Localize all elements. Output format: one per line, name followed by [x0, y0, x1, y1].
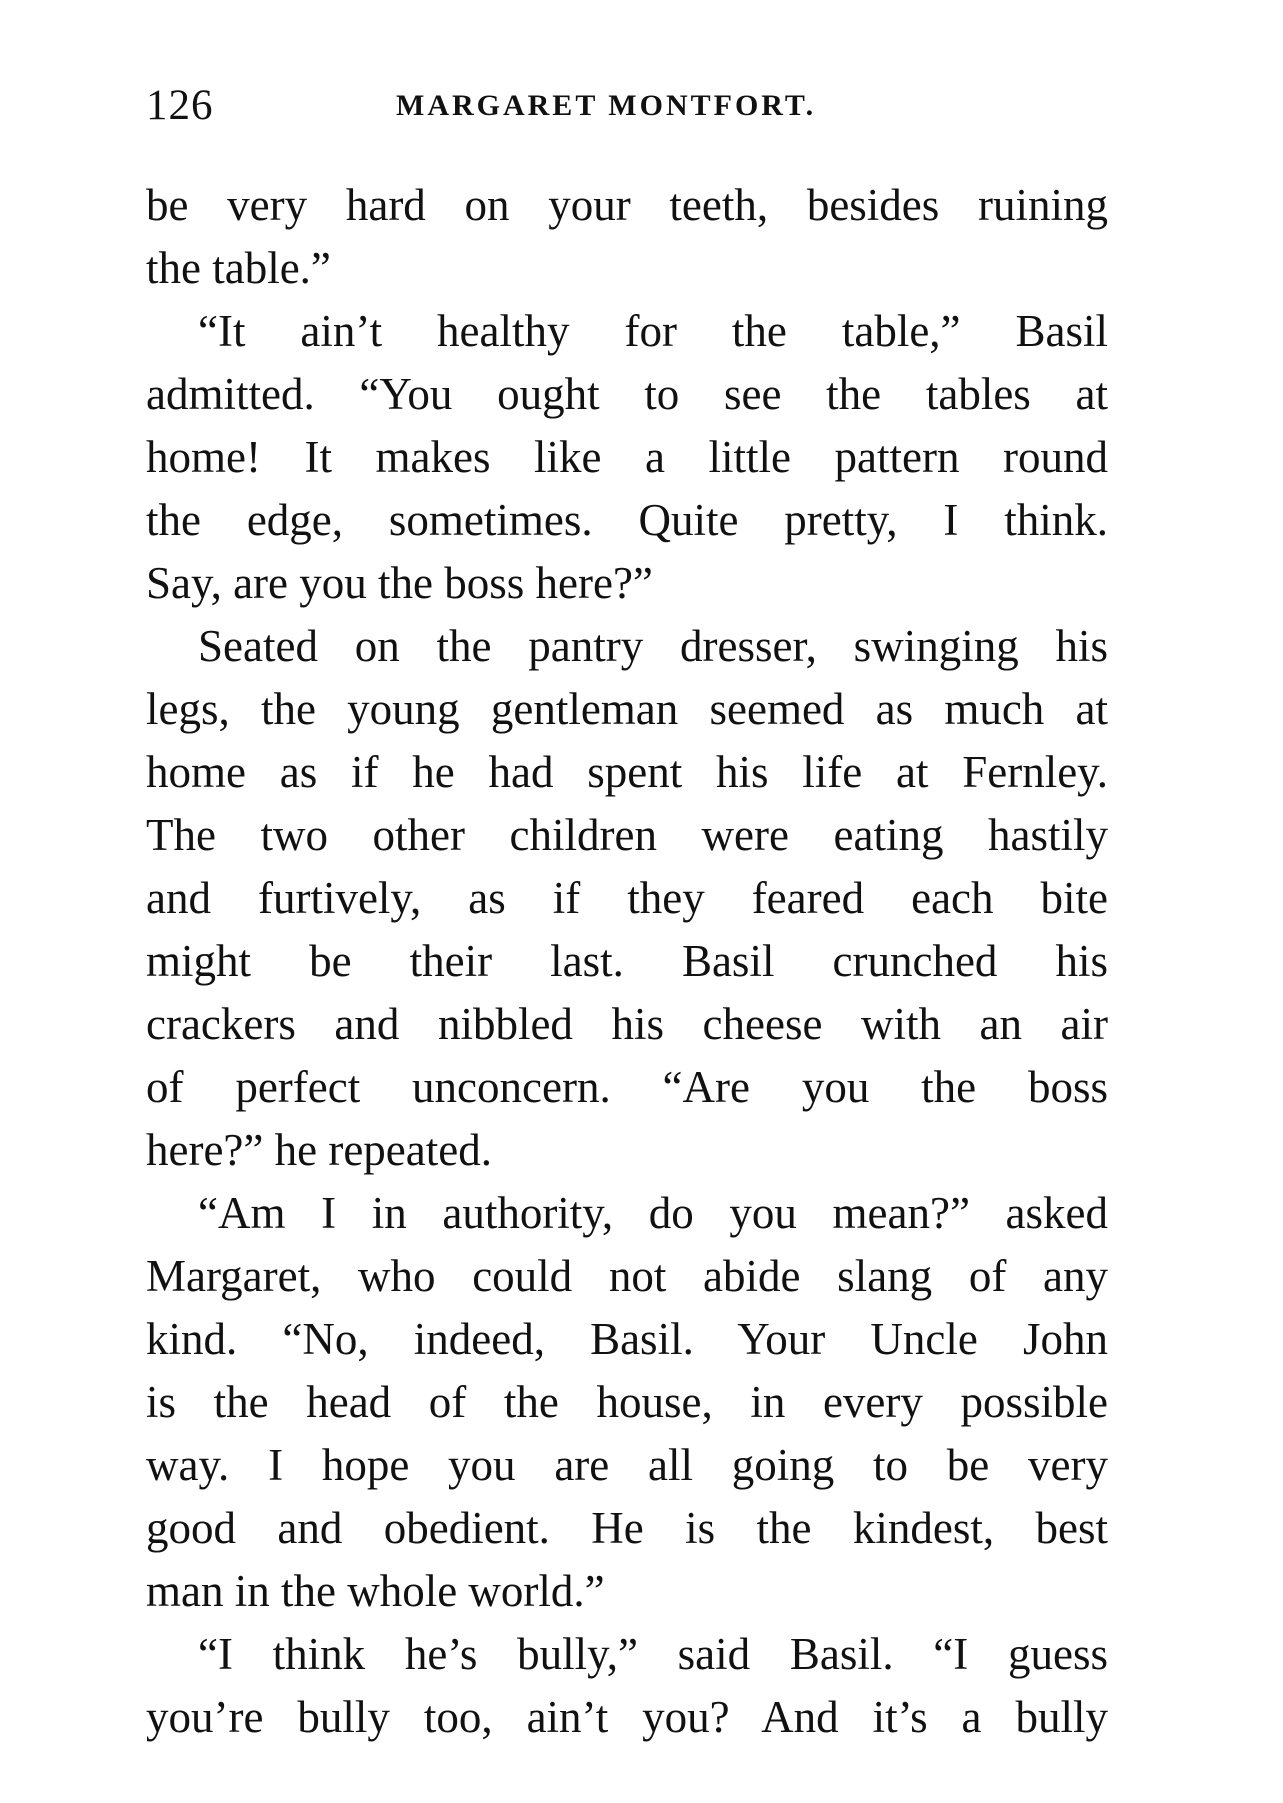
paragraph-first-line: Seated on the pantry dresser, swinging his: [198, 621, 1108, 671]
text-line: Say, are you the boss here?”: [146, 558, 653, 608]
paragraph-first-line: “It ain’t healthy for the table,” Basil: [198, 306, 1108, 356]
running-title: MARGARET MONTFORT.: [396, 89, 817, 122]
text-line: good and obedient. He is the kindest, best: [146, 1503, 1108, 1553]
text-line: The two other children were eating hastily: [146, 810, 1108, 860]
text-line: admitted. “You ought to see the tables at: [146, 369, 1108, 419]
text-line: be very hard on your teeth, besides ruining: [146, 180, 1108, 230]
body-text: [146, 174, 1108, 1749]
text-line: might be their last. Basil crunched his: [146, 936, 1108, 986]
page-header: [146, 76, 1106, 136]
page-number: 126: [146, 82, 214, 129]
text-line: way. I hope you are all going to be very: [146, 1440, 1108, 1490]
text-line: the edge, sometimes. Quite pretty, I think.: [146, 495, 1108, 545]
paragraph-first-line: “I think he’s bully,” said Basil. “I guess: [198, 1629, 1108, 1679]
text-line: here?” he repeated.: [146, 1125, 492, 1175]
text-line: is the head of the house, in every possible: [146, 1377, 1108, 1427]
text-line: you’re bully too, ain’t you? And it’s a bully: [146, 1692, 1108, 1742]
text-line: man in the whole world.”: [146, 1566, 605, 1616]
text-line: kind. “No, indeed, Basil. Your Uncle John: [146, 1314, 1108, 1364]
paragraph-first-line: “Am I in authority, do you mean?” asked: [198, 1188, 1108, 1238]
text-line: Margaret, who could not abide slang of any: [146, 1251, 1108, 1301]
text-line: the table.”: [146, 243, 331, 293]
text-line: legs, the young gentleman seemed as much at: [146, 684, 1108, 734]
text-line: home as if he had spent his life at Fernley.: [146, 747, 1108, 797]
text-line: home! It makes like a little pattern round: [146, 432, 1108, 482]
text-line: of perfect unconcern. “Are you the boss: [146, 1062, 1108, 1112]
text-line: crackers and nibbled his cheese with an air: [146, 999, 1108, 1049]
text-line: and furtively, as if they feared each bite: [146, 873, 1108, 923]
